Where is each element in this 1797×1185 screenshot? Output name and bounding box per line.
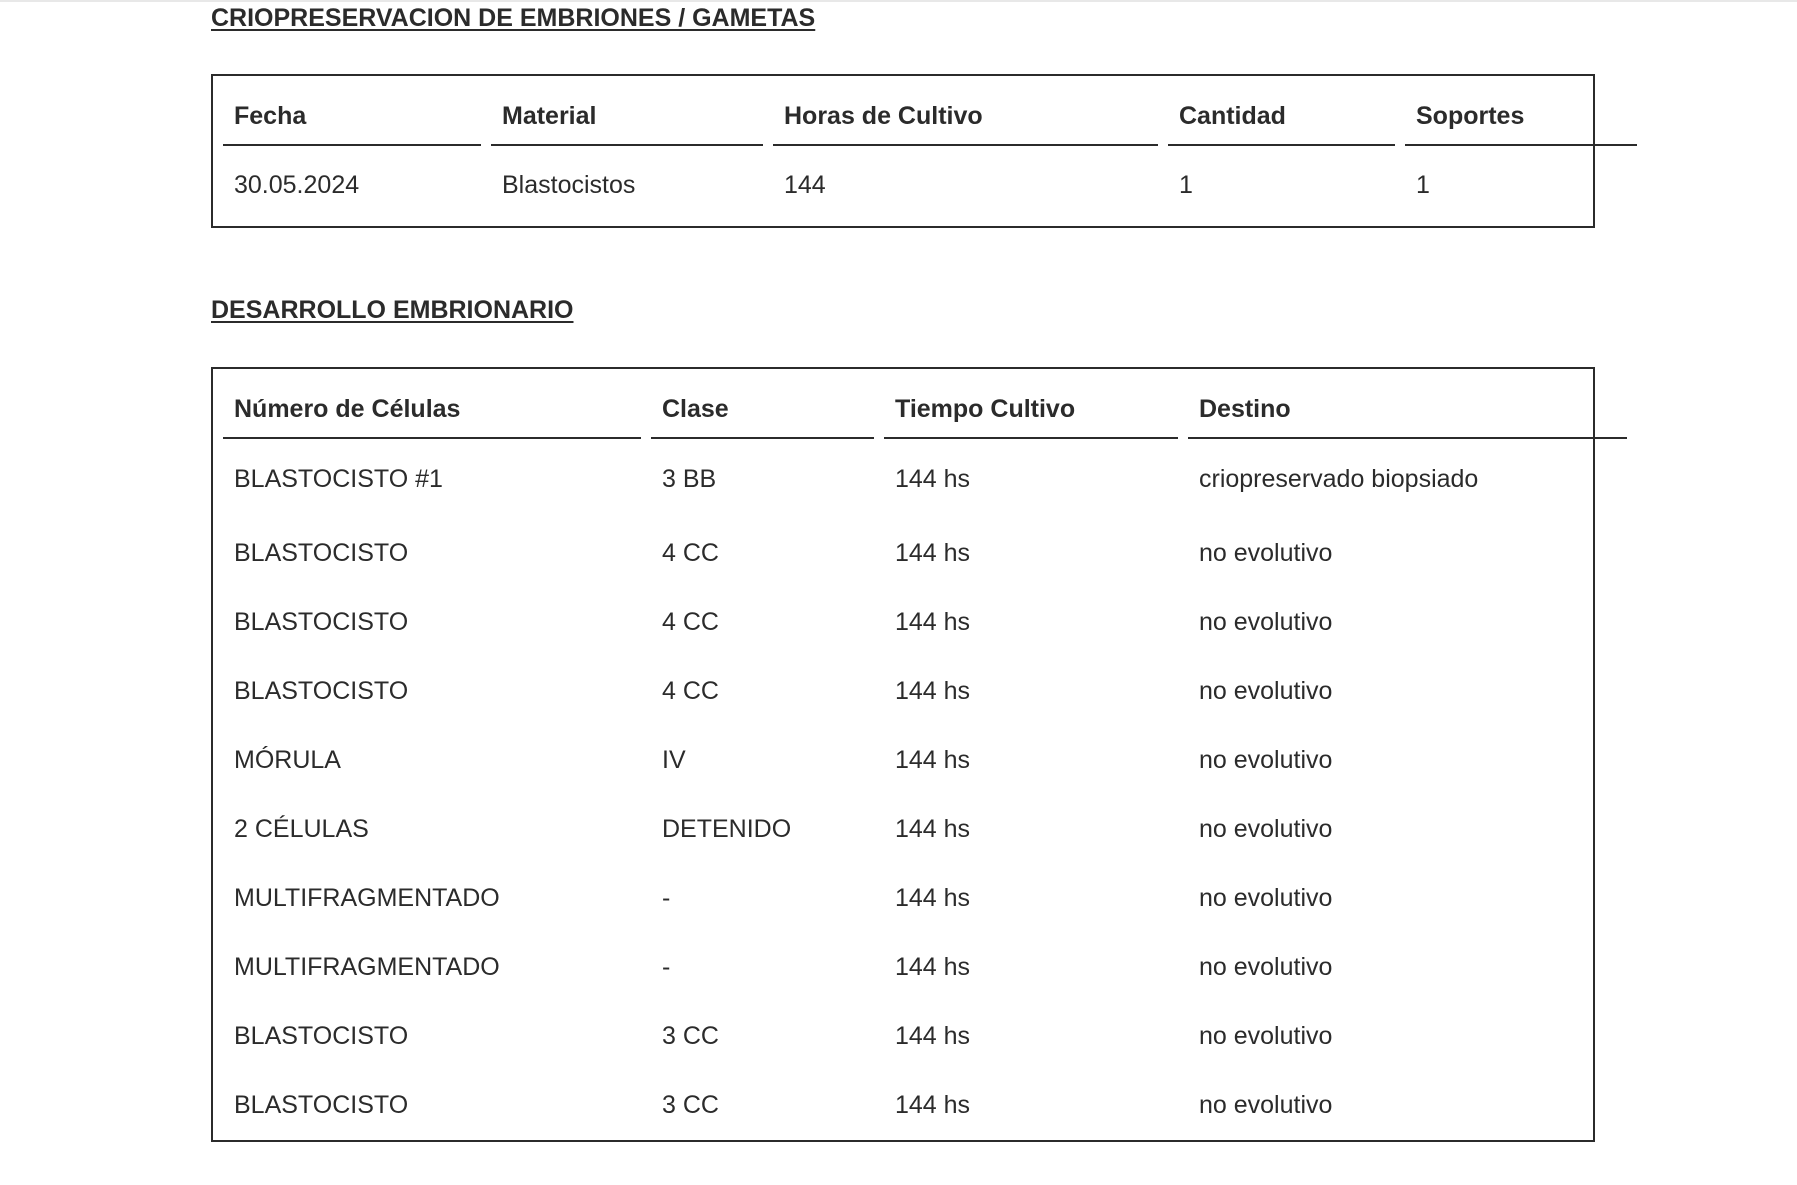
table-row [223, 1002, 1627, 1071]
table-row [223, 726, 1627, 795]
cell-destino: no evolutivo [1199, 953, 1333, 981]
cell-clase: 3 BB [662, 464, 717, 493]
cell-destino: no evolutivo [1199, 539, 1333, 567]
cell-clase: - [662, 884, 671, 912]
cell-destino: no evolutivo [1199, 1022, 1333, 1050]
top-divider [0, 0, 1797, 2]
cell-clase: - [662, 953, 671, 981]
crio-table [213, 88, 1647, 224]
crio-section-title: CRIOPRESERVACION DE EMBRIONES / GAMETAS [211, 4, 816, 32]
crio-cell-fecha: 30.05.2024 [234, 170, 360, 199]
table-row [223, 933, 1627, 1002]
cell-clase: 4 CC [662, 677, 719, 705]
cell-clase: 4 CC [662, 608, 719, 636]
cell-numero-celulas: BLASTOCISTO [234, 1091, 409, 1119]
desarrollo-header-tiempo: Tiempo Cultivo [884, 381, 1178, 439]
crio-cell-cantidad: 1 [1179, 170, 1193, 199]
desarrollo-table-box [211, 367, 1595, 1142]
cell-destino: criopreservado biopsiado [1199, 464, 1479, 493]
cell-destino: no evolutivo [1199, 746, 1333, 774]
desarrollo-header-numero-celulas: Número de Células [223, 381, 641, 439]
cell-numero-celulas: BLASTOCISTO [234, 539, 409, 567]
crio-table-box [211, 74, 1595, 228]
cell-numero-celulas: BLASTOCISTO #1 [234, 464, 443, 493]
crio-header-soportes: Soportes [1405, 88, 1637, 146]
crio-cell-material: Blastocistos [502, 170, 636, 199]
cell-tiempo: 144 hs [895, 608, 971, 636]
cell-clase: IV [662, 746, 686, 774]
cell-clase: DETENIDO [662, 815, 792, 843]
cell-tiempo: 144 hs [895, 464, 971, 493]
crio-cell-horas: 144 [784, 170, 826, 199]
cell-tiempo: 144 hs [895, 539, 971, 567]
cell-tiempo: 144 hs [895, 884, 971, 912]
cell-numero-celulas: MULTIFRAGMENTADO [234, 953, 500, 981]
table-row [223, 657, 1627, 726]
cell-numero-celulas: BLASTOCISTO [234, 677, 409, 705]
cell-numero-celulas: MÓRULA [234, 746, 341, 774]
table-row [223, 146, 1637, 224]
cell-clase: 3 CC [662, 1091, 719, 1119]
desarrollo-section-title: DESARROLLO EMBRIONARIO [211, 296, 574, 324]
cell-numero-celulas: BLASTOCISTO [234, 1022, 409, 1050]
cell-numero-celulas: MULTIFRAGMENTADO [234, 884, 500, 912]
table-row [223, 519, 1627, 588]
cell-tiempo: 144 hs [895, 815, 971, 843]
table-row [223, 439, 1627, 519]
cell-clase: 3 CC [662, 1022, 719, 1050]
cell-tiempo: 144 hs [895, 1022, 971, 1050]
crio-header-cantidad: Cantidad [1168, 88, 1395, 146]
cell-destino: no evolutivo [1199, 1091, 1333, 1119]
desarrollo-header-destino: Destino [1188, 381, 1627, 439]
crio-header-row [223, 88, 1637, 146]
crio-cell-soportes: 1 [1416, 170, 1430, 199]
cell-tiempo: 144 hs [895, 746, 971, 774]
table-row [223, 588, 1627, 657]
cell-destino: no evolutivo [1199, 884, 1333, 912]
table-row [223, 1071, 1627, 1140]
desarrollo-header-row [223, 381, 1627, 439]
cell-destino: no evolutivo [1199, 677, 1333, 705]
cell-destino: no evolutivo [1199, 608, 1333, 636]
table-row [223, 864, 1627, 933]
cell-numero-celulas: BLASTOCISTO [234, 608, 409, 636]
crio-header-fecha: Fecha [223, 88, 481, 146]
desarrollo-header-clase: Clase [651, 381, 874, 439]
desarrollo-table [213, 381, 1637, 1140]
crio-header-material: Material [491, 88, 763, 146]
cell-tiempo: 144 hs [895, 953, 971, 981]
cell-tiempo: 144 hs [895, 677, 971, 705]
cell-clase: 4 CC [662, 539, 719, 567]
crio-header-horas: Horas de Cultivo [773, 88, 1158, 146]
cell-destino: no evolutivo [1199, 815, 1333, 843]
cell-tiempo: 144 hs [895, 1091, 971, 1119]
table-row [223, 795, 1627, 864]
cell-numero-celulas: 2 CÉLULAS [234, 815, 369, 843]
